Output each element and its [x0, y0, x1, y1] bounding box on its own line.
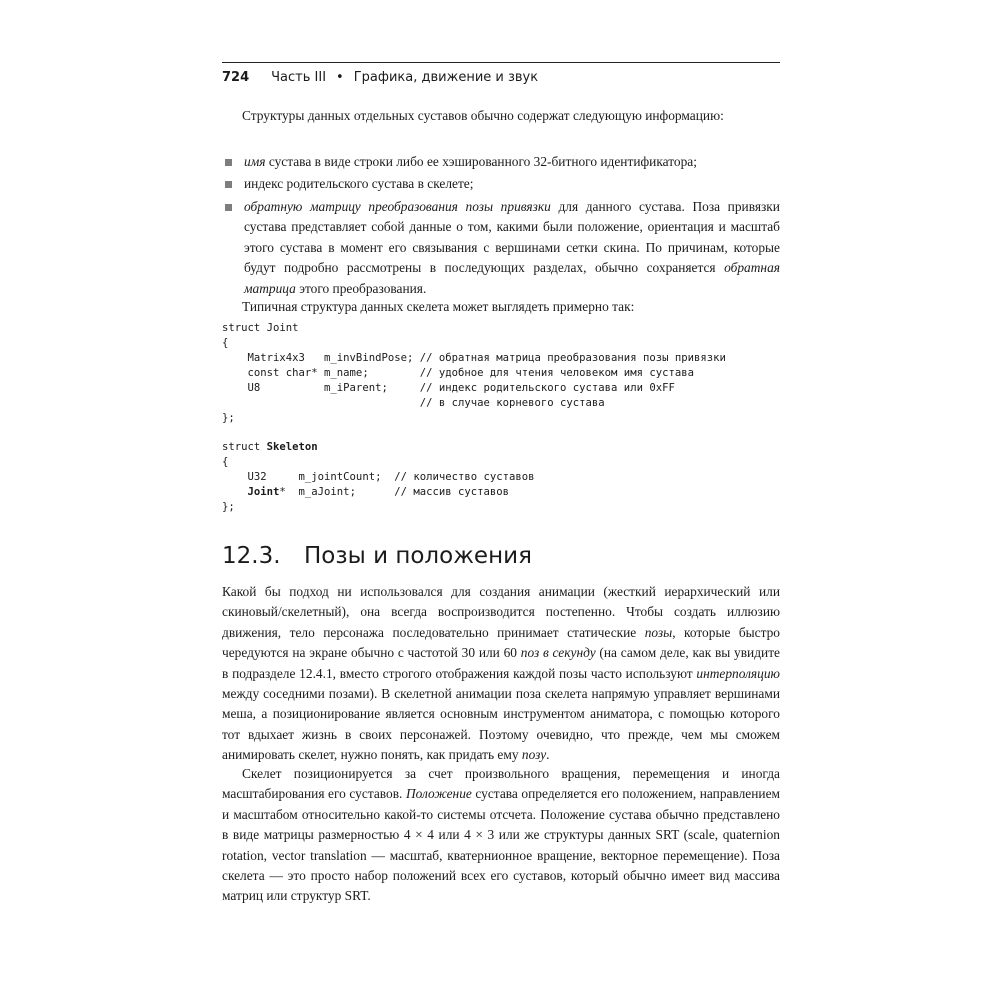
section-heading	[222, 540, 532, 572]
poses-paragraph-1: Какой бы подход ни использовался для создания анимации (жесткий иерархический или скиновый/скелетный), она всегда воспроизводится постепенно. Чтобы создать иллюзию движения, тело персонажа последовательно принимает статические позы, которые быстро чередуются на экране обычно с частотой 30 или 60 поз в секунду (на самом деле, как вы увидите в подразделе 12.4.1, вместо строгого отображения каждой позы часто используют интерполяцию между соседними позами). В скелетной анимации поза скелета напрямую управляет вершинами меша, а позиционирование является основным инструментом аниматора, с помощью которого тот вдыхает жизнь в своих персонажей. Поэтому очевидно, что прежде, чем мы сможем анимировать скелет, нужно понять, как придать ему позу.	[222, 584, 780, 763]
list-bullet-icon	[225, 159, 232, 166]
intro-paragraph: Структуры данных отдельных суставов обычно содержат следующую информацию:	[242, 108, 724, 123]
running-header	[222, 62, 780, 89]
page-number: 724	[222, 70, 250, 85]
section-title: Позы и положения	[304, 543, 532, 569]
typical-structure-paragraph: Типичная структура данных скелета может выглядеть примерно так:	[242, 299, 635, 314]
poses-paragraph-2: Скелет позиционируется за счет произвольного вращения, перемещения и иногда масштабирования его суставов. Положение сустава определяется его положением, направлением и масштабом относительно какой-то системы отсчета. Положение сустава обычно представлено в виде матрицы размерностью 4 × 4 или 4 × 3 или же структуры данных SRT (scale, quaternion rotation, vector translation — масштаб, кватернионное вращение, векторное перемещение). Поза скелета — это просто набор положений всех его суставов, который обычно имеет вид массива матриц или структур SRT.	[222, 766, 780, 904]
section-number: 12.3.	[222, 543, 281, 569]
list-bullet-icon	[225, 181, 232, 188]
list-item-parent-index: индекс родительского сустава в скелете;	[244, 176, 474, 191]
list-item-name: имя сустава в виде строки либо ее хэшированного 32-битного идентификатора;	[244, 154, 697, 169]
code-block-joint: struct Joint { Matrix4x3 m_invBindPose; // обратная матрица преобразования позы привязки const char* m_name; // удобное для чтения человеком имя сустава U8 m_iParent; // индекс родительского сустава или 0xFF // в случае корневого сустава };	[222, 322, 726, 424]
list-item-inverse-bind-pose: обратную матрицу преобразования позы привязки для данного сустава. Поза привязки сустава представляет собой данные о том, какими были положение, ориентация и масштаб этого сустава в момент его связывания с вершинами сетки скина. По причинам, которые будут подробно рассмотрены в последующих разделах, обычно сохраняется обратная матрица этого преобразования.	[244, 199, 780, 296]
list-bullet-icon	[225, 204, 232, 211]
header-part: Часть III	[271, 70, 327, 85]
header-bullet: •	[336, 70, 344, 85]
code-block-skeleton: struct Skeleton { U32 m_jointCount; // количество суставов Joint* m_aJoint; // массив суставов };	[222, 441, 535, 513]
header-title: Графика, движение и звук	[353, 70, 539, 85]
